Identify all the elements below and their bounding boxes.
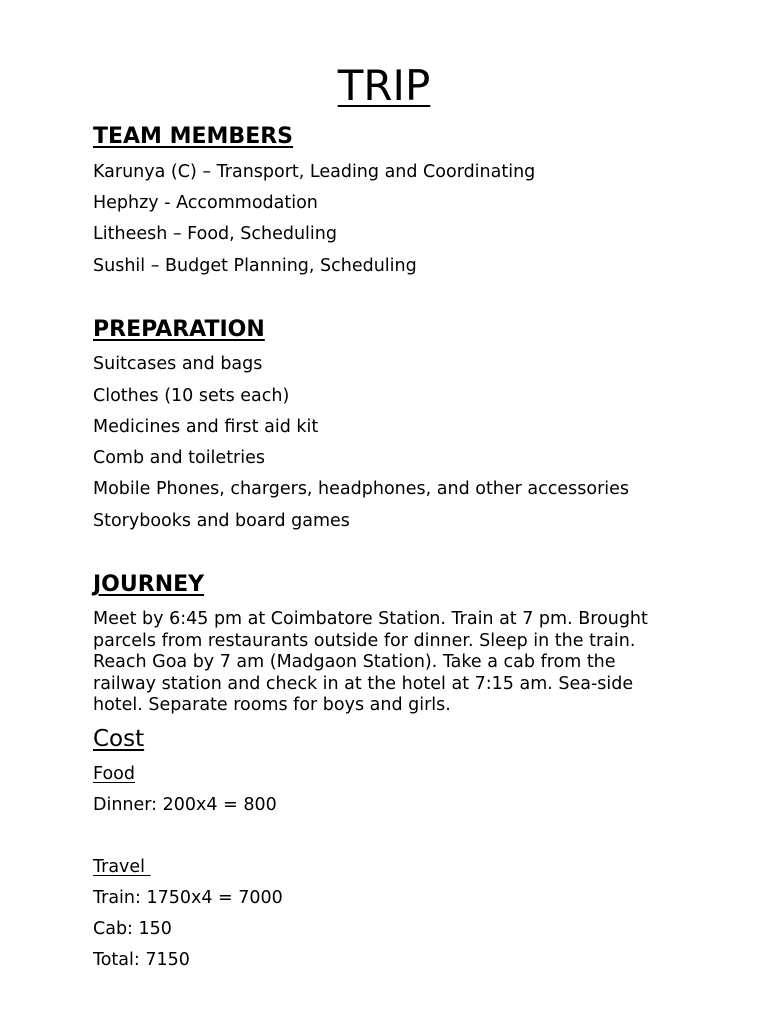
preparation-item: Medicines and first aid kit: [93, 417, 319, 437]
team-member-line: Karunya (C) – Transport, Leading and Coordinating: [93, 162, 536, 182]
journey-paragraph: Meet by 6:45 pm at Coimbatore Station. Train at 7 pm. Brought parcels from restaurants outside for dinner. Sleep in the train. Reach Goa by 7 am (Madgaon Station). Take a cab from the railway station and check in at the hotel at 7:15 am. Sea-side hotel. Separate rooms for boys and girls.: [93, 609, 648, 715]
preparation-item: Suitcases and bags: [93, 354, 263, 374]
cost-heading: Cost: [93, 726, 145, 752]
travel-cost-line: Cab: 150: [93, 919, 172, 939]
preparation-heading: PREPARATION: [93, 317, 265, 342]
preparation-item: Comb and toiletries: [93, 448, 265, 468]
travel-subheading: Travel: [93, 857, 151, 877]
document-title: TRIP: [337, 61, 431, 110]
food-cost-line: Dinner: 200x4 = 800: [93, 795, 277, 815]
team-member-line: Litheesh – Food, Scheduling: [93, 224, 337, 244]
team-member-line: Sushil – Budget Planning, Scheduling: [93, 256, 417, 276]
total-cost-line: Total: 7150: [93, 950, 190, 970]
team-member-line: Hephzy - Accommodation: [93, 193, 318, 213]
preparation-item: Mobile Phones, chargers, headphones, and other accessories: [93, 479, 630, 499]
preparation-item: Storybooks and board games: [93, 511, 350, 531]
team-members-heading: TEAM MEMBERS: [93, 124, 294, 149]
food-subheading: Food: [93, 764, 135, 784]
preparation-item: Clothes (10 sets each): [93, 386, 290, 406]
travel-cost-line: Train: 1750x4 = 7000: [93, 888, 283, 908]
journey-heading: JOURNEY: [93, 572, 205, 597]
